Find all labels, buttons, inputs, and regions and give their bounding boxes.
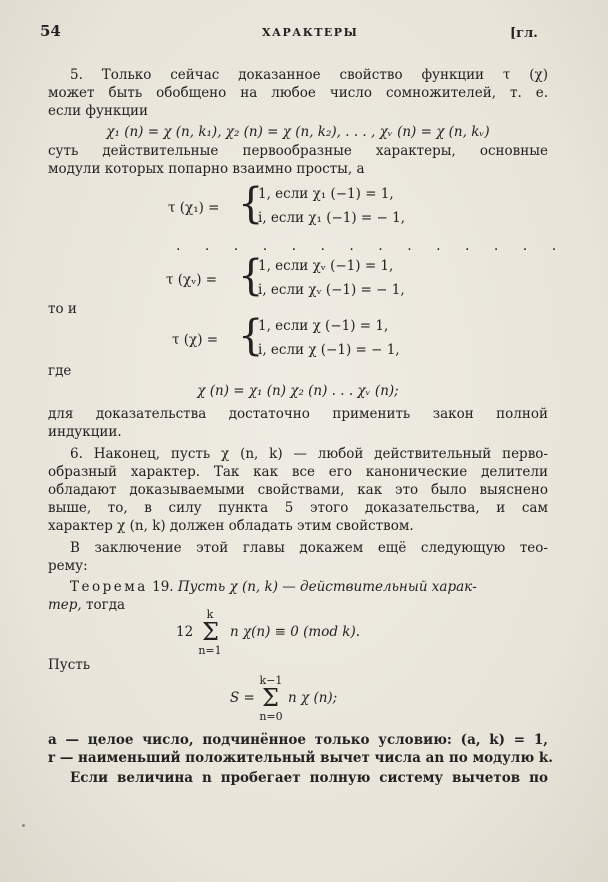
sum-lower-limit: n=0 (259, 710, 283, 723)
text-line: для доказательства достаточно применить закон полной (48, 406, 548, 422)
theorem-line (48, 596, 548, 614)
chapter-ref: [гл. (510, 26, 538, 41)
brace: { (238, 251, 264, 301)
case-line: i, если χ (−1) = − 1, (258, 342, 400, 358)
case-line: i, если χ₁ (−1) = − 1, (258, 210, 406, 226)
brace: { (238, 179, 264, 229)
case-line: 1, если χ₁ (−1) = 1, (258, 186, 394, 202)
text-line: образный характер. Так как все его канонические делители (48, 464, 548, 480)
formula-line: χ (n) = χ₁ (n) χ₂ (n) . . . χᵥ (n); (197, 383, 399, 399)
text-line: может быть обобщено на любое число сомножителей, т. е. (48, 85, 548, 101)
theorem-text: Пусть χ (n, k) — действительный харак- (177, 579, 477, 595)
text-line: a — целое число, подчинённое только условию: (a, k) = 1, (48, 732, 548, 748)
formula-label: S = (230, 690, 255, 706)
text-line: выше, то, в силу пункта 5 этого доказательства, и сам (48, 500, 548, 516)
text-line: Если величина n пробегает полную систему вычетов по (70, 770, 548, 786)
theorem-line (70, 578, 548, 596)
sum-upper-limit: k (206, 608, 214, 621)
page-speck (22, 824, 25, 827)
text-line: если функции (48, 103, 149, 119)
case-line: 1, если χ (−1) = 1, (258, 318, 389, 334)
text-line: то и (48, 301, 77, 317)
page-number: 54 (40, 22, 61, 40)
formula-body: n χ (n); (288, 690, 338, 706)
text-line: 6. Наконец, пусть χ (n, k) — любой действительный перво- (70, 446, 548, 462)
ellipsis-row: . . . . . . . . . . . . . . (176, 238, 567, 254)
case-line: 1, если χᵥ (−1) = 1, (258, 258, 394, 274)
theorem-text: тогда (86, 597, 126, 613)
formula-label: τ (χᵥ) = (166, 272, 218, 288)
theorem-number: 19. (152, 579, 174, 595)
formula-body: n χ(n) ≡ 0 (mod k). (230, 624, 361, 640)
text-line: индукции. (48, 424, 122, 440)
text-line: Пусть (48, 657, 91, 673)
theorem-word: Теорема (70, 579, 148, 595)
formula-coefficient: 12 (176, 624, 194, 640)
text-line: 5. Только сейчас доказанное свойство функции τ (χ) (70, 67, 548, 83)
sum-lower-limit: n=1 (198, 644, 222, 657)
formula-label: τ (χ) = (172, 332, 219, 348)
text-line: рему: (48, 558, 88, 574)
text-line: модули которых попарно взаимно просты, а (48, 161, 365, 177)
formula-label: τ (χ₁) = (168, 200, 220, 216)
sigma-symbol: Σ (262, 684, 279, 712)
brace: { (238, 311, 264, 361)
running-title: ХАРАКТЕРЫ (262, 26, 359, 39)
text-line: обладают доказываемыми свойствами, как это было выяснено (48, 482, 548, 498)
text-line: суть действительные первообразные характеры, основные (48, 143, 548, 159)
formula-line: χ₁ (n) = χ (n, k₁), χ₂ (n) = χ (n, k₂), . . . , χᵥ (n) = χ (n, kᵥ) (106, 124, 490, 140)
sum-upper-limit: k−1 (259, 674, 283, 687)
sigma-symbol: Σ (202, 618, 219, 646)
text-line: где (48, 363, 72, 379)
case-line: i, если χᵥ (−1) = − 1, (258, 282, 405, 298)
text-line: r — наименьший положительный вычет числа an по модулю k. (48, 750, 553, 766)
text-line: В заключение этой главы докажем ещё следующую тео- (70, 540, 548, 556)
theorem-text: тер, (48, 597, 82, 613)
text-line: характер χ (n, k) должен обладать этим свойством. (48, 518, 414, 534)
